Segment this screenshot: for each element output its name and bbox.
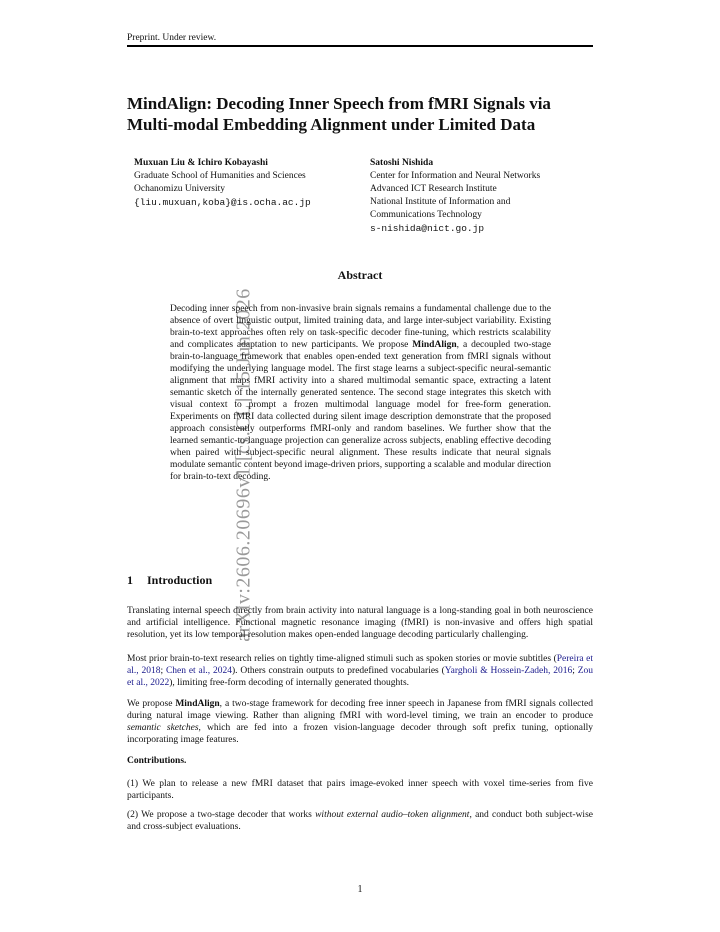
abstract-text: Decoding inner speech from non-invasive brain signals remains a fundamental challenge due to the absence of overt linguistic output, limited training data, and large inter-subject variability. Existing brain-to-text approaches often rely on task-specific decoder fine-tuning, which restricts scalability and complicates adaptation to new participants. We propose <box>170 304 551 350</box>
section-title: Introduction <box>147 573 213 587</box>
paragraph-text: , a two-stage framework for decoding free inner speech in Japanese from fMRI signals collected during natural image viewing. Rather than aligning fMRI with word-level timing, we train an encoder to produce <box>127 699 593 721</box>
abstract-text: , a decoupled two-stage brain-to-language framework that enables open-ended text generation from fMRI signals without modifying the underlying language model. The first stage learns a subject-specific neural-semantic alignment that maps fMRI activity into a shared multimodal semantic space, extracting a latent semantic sketch of the internally generated sentence. The second stage integrates this sketch with visual context to prompt a frozen multimodal language model for free-form generation. Experiments on fMRI data collected during silent image description demonstrate that the proposed approach consistently outperforms fMRI-only and random baselines. We further show that the learned semantic-to-language projection can generalize across subjects, enabling effective decoding when paired with subject-specific neural alignment. These results indicate that neural signals modulate semantic content beyond image-driven priors, supporting a scalable and modular direction for brain-to-text decoding. <box>170 340 551 482</box>
citation-link[interactable]: Zou et al., 2022 <box>127 666 594 688</box>
abstract-body <box>170 303 551 483</box>
affiliation-line: Center for Information and Neural Networks <box>370 171 541 181</box>
abstract-heading: Abstract <box>337 268 383 282</box>
paragraph-text: ). Others constrain outputs to predefined vocabularies ( <box>232 666 445 676</box>
author-email[interactable]: s-nishida@nict.go.jp <box>370 223 485 234</box>
author-block-1 <box>134 157 359 209</box>
author-names: Satoshi Nishida <box>370 158 434 168</box>
citation-link[interactable]: Yargholi & Hossein-Zadeh, 2016 <box>444 666 573 676</box>
affiliation-line: Ochanomizu University <box>134 184 226 194</box>
arxiv-identifier[interactable]: arXiv:2606.20696v1 [cs.CL] 15 Jun 2026 <box>232 288 255 642</box>
emphasis-text: without external audio–token alignment <box>315 810 470 820</box>
intro-paragraph-1: Translating internal speech directly from brain activity into natural language is a long-standing goal in both neuroscience and artificial intelligence. Functional magnetic resonance imaging (fMRI) is non-invasive and offers high spatial resolution, yet its low temporal resolution makes open-ended language decoding particularly challenging. <box>127 606 593 640</box>
running-header: Preprint. Under review. <box>127 33 593 47</box>
section-heading <box>127 573 212 588</box>
paper-title: MindAlign: Decoding Inner Speech from fMRI Signals via Multi-modal Embedding Alignment under Limited Data <box>127 94 551 134</box>
contribution-2 <box>127 809 593 833</box>
paragraph-text: , which are fed into a frozen vision-language decoder through soft prefix tuning, optionally incorporating image features. <box>127 723 594 745</box>
emphasis-text: semantic sketches <box>127 723 199 733</box>
affiliation-line: Advanced ICT Research Institute <box>370 184 497 194</box>
paragraph-text: (2) We propose a two-stage decoder that works <box>127 810 316 820</box>
contributions-heading: Contributions. <box>127 756 187 766</box>
page-number: 1 <box>357 884 363 895</box>
paragraph-text: ; <box>572 666 578 676</box>
affiliation-line: National Institute of Information and <box>370 197 511 207</box>
paragraph-text: , and conduct both subject-wise and cross-subject evaluations. <box>127 810 593 832</box>
contribution-1: (1) We plan to release a new fMRI dataset that pairs image-evoked inner speech with voxel time-series from five participants. <box>127 779 593 801</box>
intro-paragraph-2 <box>127 653 593 689</box>
author-block-2 <box>370 157 595 235</box>
author-email[interactable]: {liu.muxuan,koba}@is.ocha.ac.jp <box>134 197 311 208</box>
paragraph-text: Most prior brain-to-text research relies on tightly time-aligned stimuli such as spoken stories or movie subtitles ( <box>127 654 557 664</box>
affiliation-line: Graduate School of Humanities and Sciences <box>134 171 306 181</box>
method-name: MindAlign <box>175 699 220 709</box>
section-number: 1 <box>127 573 133 587</box>
intro-paragraph-3 <box>127 698 593 746</box>
citation-link[interactable]: Chen et al., 2024 <box>165 666 232 676</box>
author-names: Muxuan Liu & Ichiro Kobayashi <box>134 158 268 168</box>
affiliation-line: Communications Technology <box>370 210 482 220</box>
paragraph-text: We propose <box>127 699 176 709</box>
paragraph-text: ), limiting free-form decoding of internally generated thoughts. <box>169 678 410 688</box>
citation-link[interactable]: Pereira et al., 2018 <box>127 654 593 676</box>
method-name: MindAlign <box>412 340 457 350</box>
paragraph-text: ; <box>160 666 166 676</box>
